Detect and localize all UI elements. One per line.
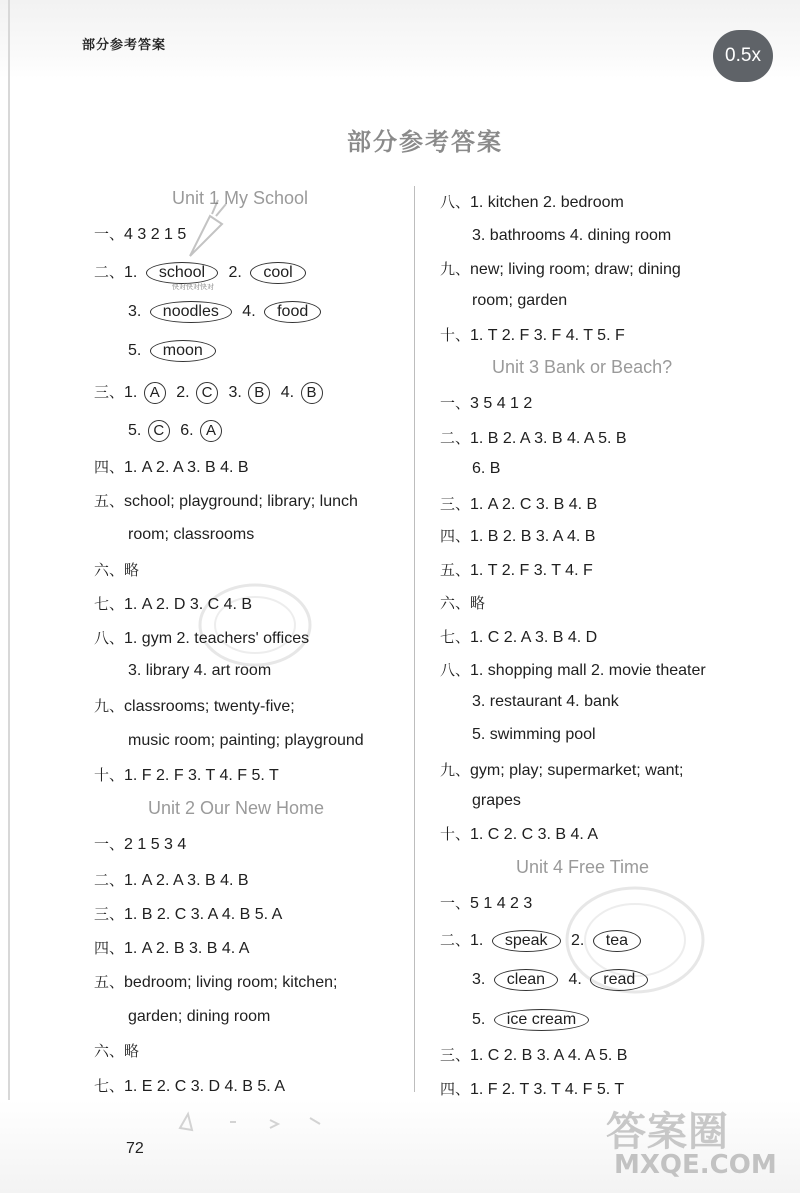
l-u2q6: 六、略 <box>94 1042 140 1060</box>
l-q2-row2: 3. noodles 4. food <box>128 301 327 323</box>
l-q3-row2: 5. C 6. A <box>128 420 228 442</box>
l-q1: 一、4 3 2 1 5 <box>94 225 187 243</box>
unit4-title: Unit 4 Free Time <box>516 857 650 877</box>
unit3-title: Unit 3 Bank or Beach? <box>492 357 673 377</box>
l-q8-line1: 八、1. gym 2. teachers' offices <box>94 629 310 647</box>
l-u2q1: 一、2 1 5 3 4 <box>94 835 187 853</box>
watermark-logo: 答案圈 <box>606 1109 729 1155</box>
r-u3q5: 五、1. T 2. F 3. T 4. F <box>440 561 593 579</box>
carrot-sketch-icon <box>180 196 230 266</box>
r-u3q2-line1: 二、1. B 2. A 3. B 4. A 5. B <box>440 429 627 447</box>
r-u3q1: 一、3 5 4 1 2 <box>440 394 533 412</box>
r-u3q7: 七、1. C 2. A 3. B 4. D <box>440 628 598 646</box>
circled-answer: B <box>301 382 323 404</box>
l-q4: 四、1. A 2. A 3. B 4. B <box>94 458 249 476</box>
l-u2q3: 三、1. B 2. C 3. A 4. B 5. A <box>94 905 283 923</box>
answer-oval: school <box>146 262 218 284</box>
unit1-title: Unit 1 My School <box>172 188 309 208</box>
l-q7: 七、1. A 2. D 3. C 4. B <box>94 595 253 613</box>
page-edge-rule <box>8 0 10 1193</box>
l-u2q4: 四、1. A 2. B 3. B 4. A <box>94 939 250 957</box>
circled-answer: C <box>196 382 218 404</box>
page-number: 72 <box>126 1140 144 1157</box>
page-title: 部分参考答案 <box>347 128 503 156</box>
circled-answer: A <box>144 382 166 404</box>
r-u3q9-line1: 九、gym; play; supermarket; want; <box>440 761 684 779</box>
circled-answer: B <box>248 382 270 404</box>
answer-oval: ice cream <box>494 1009 589 1031</box>
circled-answer: A <box>200 420 222 442</box>
r-u3q8-line2: 3. restaurant 4. bank <box>472 693 619 710</box>
l-q5-line2: room; classrooms <box>128 526 255 543</box>
r-u3q9-line2: grapes <box>472 792 521 809</box>
r-q9-line2: room; garden <box>472 292 568 309</box>
l-u2q5-line2: garden; dining room <box>128 1008 271 1025</box>
l-u2q5-line1: 五、bedroom; living room; kitchen; <box>94 973 338 991</box>
l-q5-line1: 五、school; playground; library; lunch <box>94 492 358 510</box>
r-u4q1: 一、5 1 4 2 3 <box>440 894 533 912</box>
answer-oval: read <box>590 969 648 991</box>
r-q10: 十、1. T 2. F 3. F 4. T 5. F <box>440 326 625 344</box>
r-u3q8-line1: 八、1. shopping mall 2. movie theater <box>440 661 706 679</box>
l-u2q2: 二、1. A 2. A 3. B 4. B <box>94 871 249 889</box>
answer-oval: clean <box>494 969 558 991</box>
answer-oval: food <box>264 301 321 323</box>
r-q9-line1: 九、new; living room; draw; dining <box>440 260 681 278</box>
r-u3q6: 六、略 <box>440 594 486 612</box>
small-note: 快对快对快对 <box>172 283 214 291</box>
running-head: 部分参考答案 <box>82 38 167 53</box>
r-u4q2-row3: 5. ice cream <box>472 1009 595 1031</box>
r-q8-line2: 3. bathrooms 4. dining room <box>472 227 672 244</box>
r-u3q4: 四、1. B 2. B 3. A 4. B <box>440 527 596 545</box>
r-u3q2-line2: 6. B <box>472 460 501 477</box>
r-u3q8-line3: 5. swimming pool <box>472 726 596 743</box>
l-q9-line2: music room; painting; playground <box>128 732 364 749</box>
l-q3-row1: 三、1. A 2. C 3. B 4. B <box>94 382 329 404</box>
answer-oval: cool <box>250 262 305 284</box>
r-u4q3: 三、1. C 2. B 3. A 4. A 5. B <box>440 1046 628 1064</box>
answer-oval: speak <box>492 930 561 952</box>
r-u4q4: 四、1. F 2. T 3. T 4. F 5. T <box>440 1080 625 1098</box>
watermark-url: MXQE.COM <box>614 1150 777 1180</box>
r-q8-line1: 八、1. kitchen 2. bedroom <box>440 193 624 211</box>
zoom-level-button[interactable]: 0.5x <box>713 30 773 82</box>
unit2-title: Unit 2 Our New Home <box>148 798 325 818</box>
r-u3q10: 十、1. C 2. C 3. B 4. A <box>440 825 599 843</box>
r-u4q2-row1: 二、1. speak 2. tea <box>440 930 647 952</box>
answer-oval: noodles <box>150 301 232 323</box>
r-u4q2-row2: 3. clean 4. read <box>472 969 654 991</box>
l-q8-line2: 3. library 4. art room <box>128 662 272 679</box>
l-u2q7: 七、1. E 2. C 3. D 4. B 5. A <box>94 1077 285 1095</box>
l-q2-row3: 5. moon <box>128 340 222 362</box>
l-q6: 六、略 <box>94 561 140 579</box>
r-u3q3: 三、1. A 2. C 3. B 4. B <box>440 495 598 513</box>
circled-answer: C <box>148 420 170 442</box>
answer-oval: tea <box>593 930 641 952</box>
stars-decoration-icon <box>170 1108 350 1138</box>
column-divider <box>414 186 415 1092</box>
l-q10: 十、1. F 2. F 3. T 4. F 5. T <box>94 766 279 784</box>
l-q2-row1: 二、1. school 2. cool <box>94 262 312 284</box>
answer-oval: moon <box>150 340 216 362</box>
l-q9-line1: 九、classrooms; twenty-five; <box>94 697 295 715</box>
